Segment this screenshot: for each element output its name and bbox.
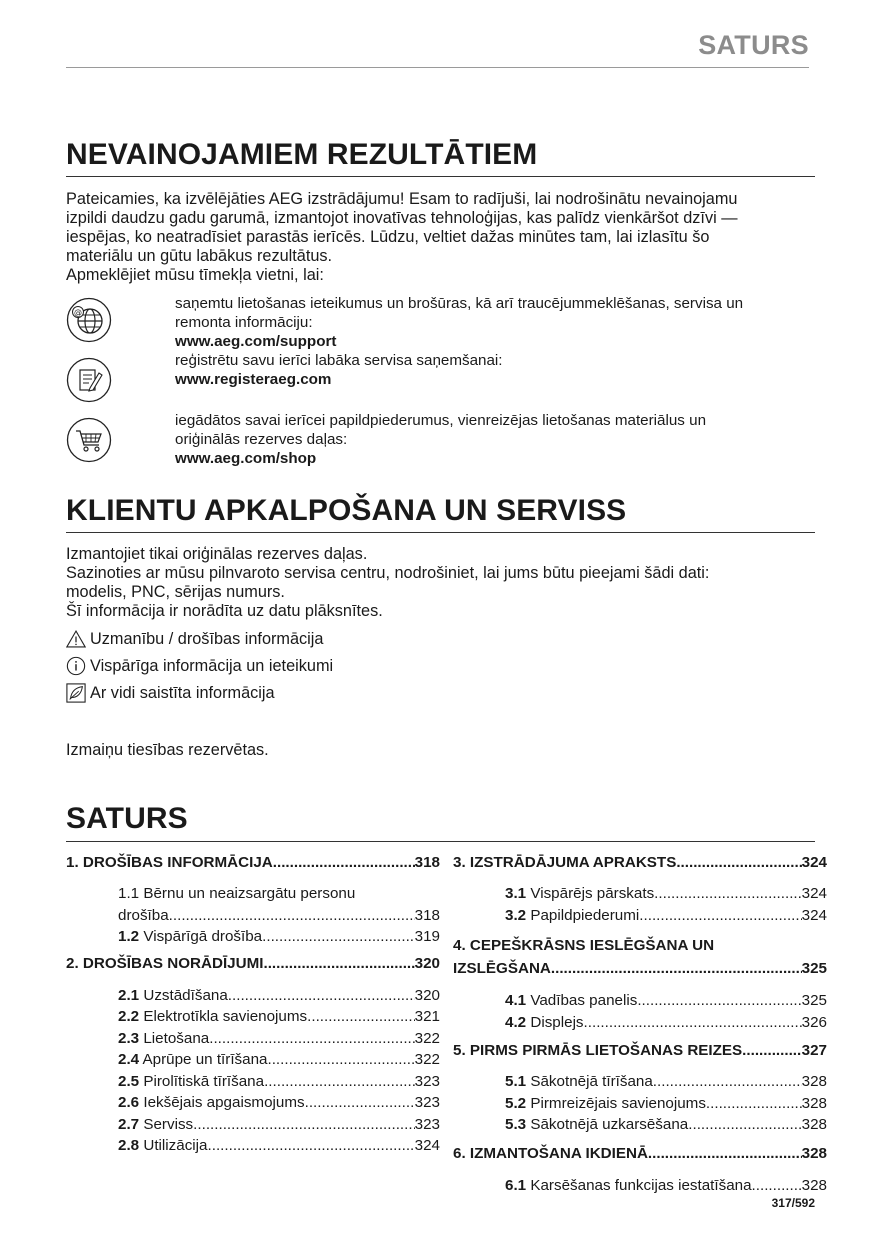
leaf-icon — [66, 683, 86, 703]
warning-icon — [66, 629, 86, 649]
service-line: Šī informācija ir norādīta uz datu plāksnītes. — [66, 602, 383, 620]
toc-entry[interactable]: 2.4 Aprūpe un tīrīšana ..... 322 — [118, 1049, 440, 1071]
shop-block — [175, 411, 815, 468]
service-paragraph — [66, 545, 816, 621]
shop-line: iegādātos savai ierīcei papildpiederumus, vienreizējas lietošanas materiālus un — [175, 412, 707, 429]
page-number: 317/592 — [771, 1196, 815, 1210]
register-line: reģistrētu savu ierīci labāka servisa saņemšanai: — [175, 352, 503, 369]
intro-line: iespējas, ko neatradīsiet parastās ierīcēs. Lūdzu, veltiet dažas minūtes tam, lai izlasītu šo — [66, 228, 710, 246]
toc-entry[interactable]: 5. PIRMS PIRMĀS LIETOŠANAS REIZES ..... 327 — [453, 1041, 827, 1061]
toc-right-column — [453, 853, 827, 1196]
toc-subgroup — [505, 883, 827, 926]
toc-entry[interactable]: 2.1 Uzstādīšana ..... 320 — [118, 985, 440, 1007]
toc-subgroup — [505, 990, 827, 1033]
intro-line: izpildi daudzu gadu garumā, izmantojot inovatīvas tehnoloģijas, kas palīdz vienkāršot dzīvi — — [66, 209, 738, 227]
toc-entry[interactable]: 4.2 Displejs ..... 326 — [505, 1012, 827, 1034]
support-line: saņemtu lietošanas ieteikumus un brošūras, kā arī traucējummeklēšanas, servisa un — [175, 295, 744, 312]
toc-entry[interactable]: 5.2 Pirmreizējais savienojums ..... 328 — [505, 1093, 827, 1115]
toc-subgroup — [118, 883, 440, 948]
toc-entry[interactable]: 2.7 Serviss ..... 323 — [118, 1114, 440, 1136]
rights-reserved: Izmaiņu tiesības rezervētas. — [66, 741, 269, 759]
cart-icon — [66, 417, 112, 463]
toc-entry[interactable]: 5.1 Sākotnējā tīrīšana ..... 328 — [505, 1071, 827, 1093]
intro-line: materiālu un gūtu labākus rezultātus. — [66, 247, 333, 265]
running-header-title: SATURS — [698, 30, 809, 60]
support-link[interactable]: www.aeg.com/support — [175, 333, 337, 350]
toc-subgroup — [118, 985, 440, 1157]
symbol-warning-row — [66, 629, 323, 649]
header-rule — [66, 67, 809, 68]
toc-entry[interactable]: 3.2 Papildpiederumi ..... 324 — [505, 905, 827, 927]
toc-entry[interactable]: 6. IZMANTOŠANA IKDIENĀ ..... 328 — [453, 1144, 827, 1164]
shop-line: oriģinālās rezerves daļas: — [175, 431, 348, 448]
symbol-info-row — [66, 656, 333, 676]
support-line: remonta informāciju: — [175, 314, 313, 331]
symbol-environment-text: Ar vidi saistīta informācija — [90, 684, 275, 702]
toc-entry[interactable]: 2.6 Iekšējais apgaismojums ..... 323 — [118, 1092, 440, 1114]
register-link[interactable]: www.registeraeg.com — [175, 371, 332, 388]
service-line: modelis, PNC, sērijas numurs. — [66, 583, 285, 601]
service-line: Izmantojiet tikai oriģinālas rezerves daļas. — [66, 545, 368, 563]
toc-entry[interactable]: 1. DROŠĪBAS INFORMĀCIJA ..... 318 — [66, 853, 440, 873]
toc-entry[interactable]: 2.3 Lietošana ..... 322 — [118, 1028, 440, 1050]
intro-line: Pateicamies, ka izvēlējāties AEG izstrādājumu! Esam to radījuši, lai nodrošinātu nevainojamu — [66, 190, 738, 208]
toc-subgroup — [505, 1175, 827, 1197]
shop-link[interactable]: www.aeg.com/shop — [175, 450, 317, 467]
support-block — [175, 294, 815, 389]
section-title-service: KLIENTU APKALPOŠANA UN SERVISS — [66, 494, 627, 527]
toc-title: SATURS — [66, 802, 188, 835]
section-rule — [66, 532, 815, 533]
info-icon — [66, 656, 86, 676]
toc-entry[interactable]: 4. CEPEŠKRĀSNS IESLĒGŠANA UN IZSLĒGŠANA ..... 325 — [453, 934, 827, 980]
toc-entry[interactable]: 2.8 Utilizācija ..... 324 — [118, 1135, 440, 1157]
toc-entry[interactable]: 3. IZSTRĀDĀJUMA APRAKSTS ..... 324 — [453, 853, 827, 873]
toc-subgroup — [505, 1071, 827, 1136]
register-icon — [66, 357, 112, 403]
toc-entry[interactable]: 6.1 Karsēšanas funkcijas iestatīšana ..... 328 — [505, 1175, 827, 1197]
globe-icon — [66, 297, 112, 343]
service-line: Sazinoties ar mūsu pilnvaroto servisa centru, nodrošiniet, lai jums būtu pieejami šādi dati: — [66, 564, 710, 582]
toc-entry[interactable]: 5.3 Sākotnējā uzkarsēšana ..... 328 — [505, 1114, 827, 1136]
toc-entry[interactable]: 2. DROŠĪBAS NORĀDĪJUMI ..... 320 — [66, 954, 440, 974]
toc-left-column — [66, 853, 440, 1157]
symbol-info-text: Vispārīga informācija un ieteikumi — [90, 657, 334, 675]
toc-entry[interactable]: 2.5 Pirolītiskā tīrīšana ..... 323 — [118, 1071, 440, 1093]
toc-entry[interactable]: 1.1 Bērnu un neaizsargātu personu drošība ..... 318 — [118, 883, 440, 926]
section-rule — [66, 841, 815, 842]
toc-entry[interactable]: 4.1 Vadības panelis ..... 325 — [505, 990, 827, 1012]
toc-entry[interactable]: 3.1 Vispārējs pārskats ..... 324 — [505, 883, 827, 905]
section-title-results: NEVAINOJAMIEM REZULTĀTIEM — [66, 138, 538, 171]
intro-paragraph — [66, 190, 816, 285]
toc-entry[interactable]: 2.2 Elektrotīkla savienojums ..... 321 — [118, 1006, 440, 1028]
intro-line: Apmeklējiet mūsu tīmekļa vietni, lai: — [66, 266, 324, 284]
svg-text:@: @ — [74, 308, 82, 317]
symbol-warning-text: Uzmanību / drošības informācija — [90, 630, 324, 648]
section-rule — [66, 176, 815, 177]
symbol-environment-row — [66, 683, 275, 703]
toc-entry[interactable]: 1.2 Vispārīgā drošība ..... 319 — [118, 926, 440, 948]
